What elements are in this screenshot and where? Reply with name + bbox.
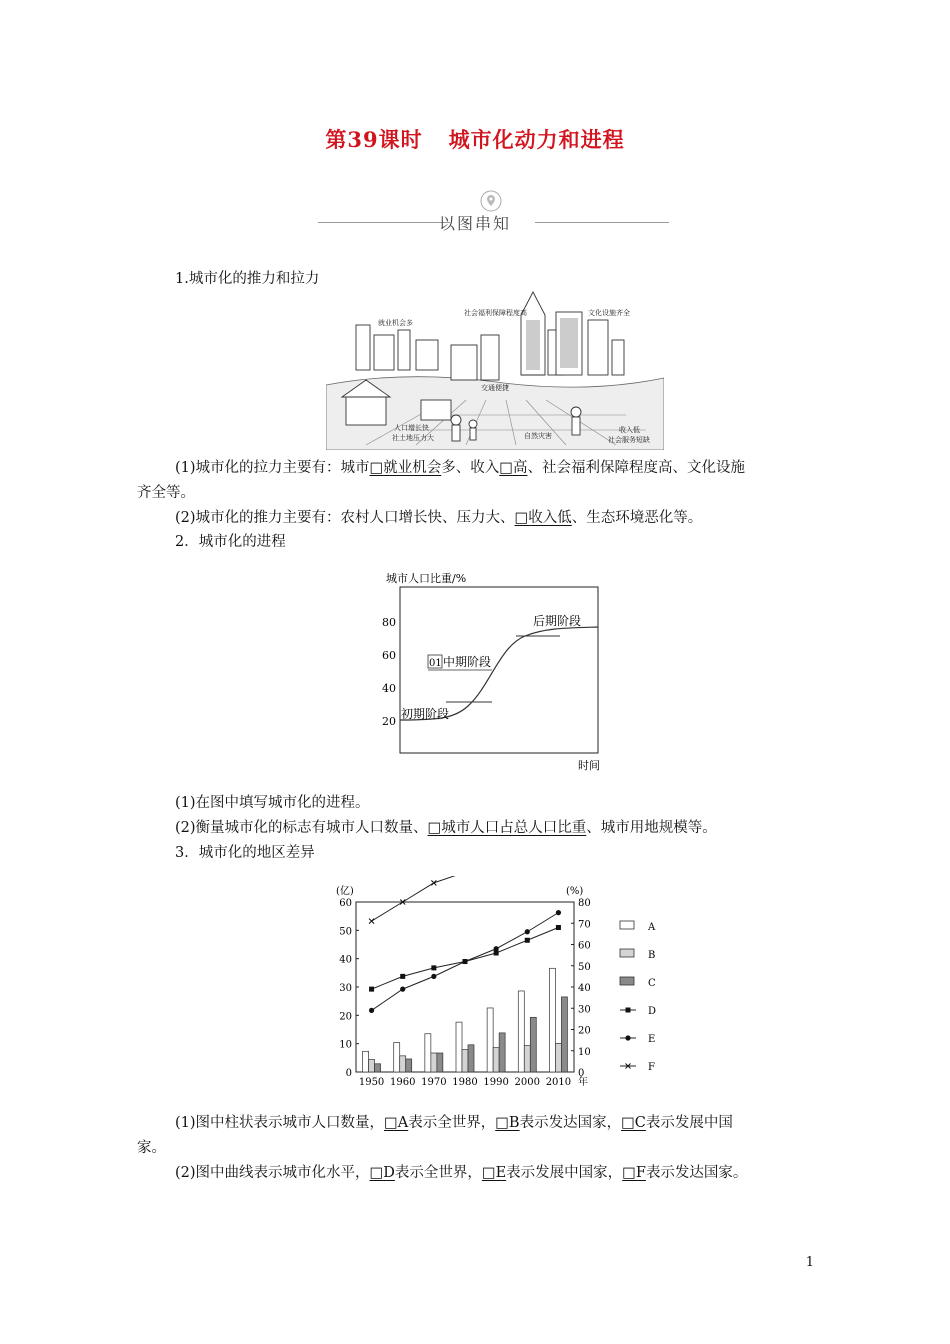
s1-q2: (2)城市化的推力主要有：农村人口增长快、压力大、□收入低、生态环境恶化等。 — [175, 510, 703, 526]
x-tick-label: 1980 — [452, 1077, 478, 1088]
bar-A — [518, 991, 524, 1072]
illus-label: 社会服务短缺 — [608, 436, 650, 444]
bar-A — [487, 1008, 493, 1072]
line-D — [372, 928, 559, 990]
s3-q2: (2)图中曲线表示城市化水平，□D表示全世界，□E表示发展中国家，□F表示发达国家。 — [175, 1165, 748, 1181]
y-left-tick-label: 20 — [339, 1011, 352, 1023]
answer-blank: □城市人口占总人口比重 — [427, 820, 587, 836]
point-D — [556, 925, 561, 930]
y-tick: 60 — [382, 649, 396, 662]
heading-regional: 3．城市化的地区差异 — [175, 845, 315, 861]
legend-label-E: E — [648, 1034, 656, 1045]
legend-swatch-B — [620, 949, 634, 957]
section-title: 以图串知 — [438, 214, 511, 233]
bar-B — [431, 1053, 437, 1072]
page-title: 第39课时 城市化动力和进程 — [325, 127, 625, 152]
point-E — [369, 1008, 374, 1013]
point-D — [431, 965, 436, 970]
point-E — [431, 974, 436, 979]
y-left-tick-label: 0 — [345, 1068, 352, 1079]
illus-label: 收入低 — [619, 426, 640, 434]
legend-swatch-C — [620, 977, 634, 985]
y-right-tick-label: 30 — [578, 1004, 591, 1016]
bar-B — [555, 1043, 561, 1072]
point-D — [400, 974, 405, 979]
answer-blank: □D — [369, 1165, 395, 1181]
bar-B — [400, 1056, 406, 1072]
bar-B — [493, 1048, 499, 1072]
x-axis-unit: 年 — [578, 1077, 588, 1088]
y-right-label: (%) — [566, 886, 584, 897]
y-tick: 40 — [382, 682, 396, 695]
bar-B — [462, 1050, 468, 1072]
y-right-tick-label: 20 — [578, 1025, 591, 1037]
x-tick-label: 2000 — [514, 1077, 541, 1088]
y-right-tick-label: 40 — [578, 983, 591, 994]
x-tick-label: 1990 — [483, 1077, 509, 1088]
illus-label: 人口增长快 — [394, 424, 429, 432]
y-right-tick-label: 0 — [578, 1068, 585, 1079]
legend-label-D: D — [648, 1006, 657, 1017]
legend-label-C: C — [648, 978, 656, 989]
legend-label-F: F — [648, 1062, 655, 1073]
x-tick-label: 1970 — [421, 1077, 447, 1088]
bar-B — [369, 1060, 375, 1072]
legend-label-A: A — [648, 922, 656, 933]
regional-urbanization-chart — [324, 876, 664, 1094]
y-tick: 80 — [382, 616, 396, 629]
stage-mid-label: 中期阶段 — [443, 655, 492, 669]
answer-blank: □E — [481, 1165, 507, 1181]
answer-blank: □F — [622, 1165, 646, 1181]
legend-marker-E — [625, 1035, 630, 1040]
y-right-tick-label: 50 — [578, 961, 591, 973]
answer-blank: □B — [495, 1115, 520, 1131]
bar-C — [375, 1064, 381, 1072]
illus-label: 交通便捷 — [481, 384, 509, 392]
bar-A — [456, 1022, 462, 1072]
y-left-tick-label: 50 — [339, 926, 352, 938]
point-E — [462, 959, 467, 964]
legend-marker-D — [626, 1008, 631, 1013]
bar-C — [499, 1033, 505, 1072]
x-tick-label: 1950 — [358, 1077, 385, 1088]
s3-q1-line1: (1)图中柱状表示城市人口数量，□A表示全世界，□B表示发达国家，□C表示发展中国 — [175, 1115, 733, 1131]
x-tick-label: 2010 — [545, 1077, 572, 1088]
answer-blank: □就业机会 — [369, 460, 442, 476]
urbanization-illustration — [326, 290, 664, 450]
y-left-tick-label: 10 — [339, 1039, 352, 1051]
illus-label: 就业机会多 — [378, 319, 413, 327]
y-right-tick-label: 60 — [578, 940, 591, 952]
s2-q2: (2)衡量城市化的标志有城市人口数量、□城市人口占总人口比重、城市用地规模等。 — [175, 820, 717, 836]
x-axis-label: 时间 — [578, 759, 600, 772]
y-left-tick-label: 40 — [339, 954, 352, 966]
legend-swatch-A — [620, 921, 634, 929]
x-tick-label: 1960 — [389, 1077, 416, 1088]
bar-C — [468, 1045, 474, 1072]
s1-q1-line2: 齐全等。 — [137, 485, 195, 501]
heading-push-pull: 1.城市化的推力和拉力 — [175, 271, 320, 287]
illus-label: 社土地压力大 — [392, 434, 434, 442]
answer-blank: □C — [621, 1115, 646, 1131]
y-left-tick-label: 60 — [339, 898, 352, 909]
illus-label: 社会福利保障程度高 — [464, 309, 527, 317]
s2-q1: (1)在图中填写城市化的进程。 — [175, 795, 370, 811]
y-right-tick-label: 10 — [578, 1046, 591, 1058]
location-pin-icon — [480, 190, 502, 212]
answer-blank: □A — [384, 1115, 409, 1131]
illus-label: 文化设施齐全 — [588, 309, 630, 317]
bar-A — [394, 1043, 400, 1072]
point-E — [494, 946, 499, 951]
bar-C — [561, 997, 567, 1072]
s1-q1-line1: (1)城市化的拉力主要有：城市□就业机会多、收入□高、社会福利保障程度高、文化设施 — [175, 460, 745, 476]
bar-C — [530, 1017, 536, 1072]
y-right-tick-label: 80 — [578, 898, 591, 909]
answer-number: 01 — [429, 658, 442, 669]
answer-blank: □收入低 — [514, 510, 572, 526]
stage-late-label: 后期阶段 — [533, 614, 582, 628]
page-number: 1 — [805, 1255, 814, 1270]
s3-q1-line2: 家。 — [137, 1140, 166, 1156]
plot-frame — [356, 902, 574, 1072]
stage-early-label: 初期阶段 — [401, 707, 450, 721]
bar-A — [363, 1051, 369, 1072]
point-D — [369, 987, 374, 992]
point-E — [556, 910, 561, 915]
bar-C — [437, 1053, 443, 1072]
heading-process: 2．城市化的进程 — [175, 534, 286, 550]
point-E — [525, 929, 530, 934]
point-D — [525, 938, 530, 943]
bar-A — [425, 1034, 431, 1072]
urbanization-process-chart — [380, 566, 620, 776]
bar-A — [549, 968, 555, 1072]
y-left-label: (亿) — [336, 886, 354, 897]
legend-label-B: B — [648, 950, 656, 961]
illus-label: 自然灾害 — [524, 432, 552, 440]
y-axis-label: 城市人口比重/% — [386, 572, 467, 585]
point-E — [400, 987, 405, 992]
line-F — [372, 876, 559, 921]
y-left-tick-label: 30 — [339, 983, 352, 994]
bar-C — [406, 1059, 412, 1072]
y-tick: 20 — [382, 715, 396, 728]
y-right-tick-label: 70 — [578, 919, 591, 931]
answer-blank: □高 — [499, 460, 528, 476]
bar-B — [524, 1046, 530, 1072]
